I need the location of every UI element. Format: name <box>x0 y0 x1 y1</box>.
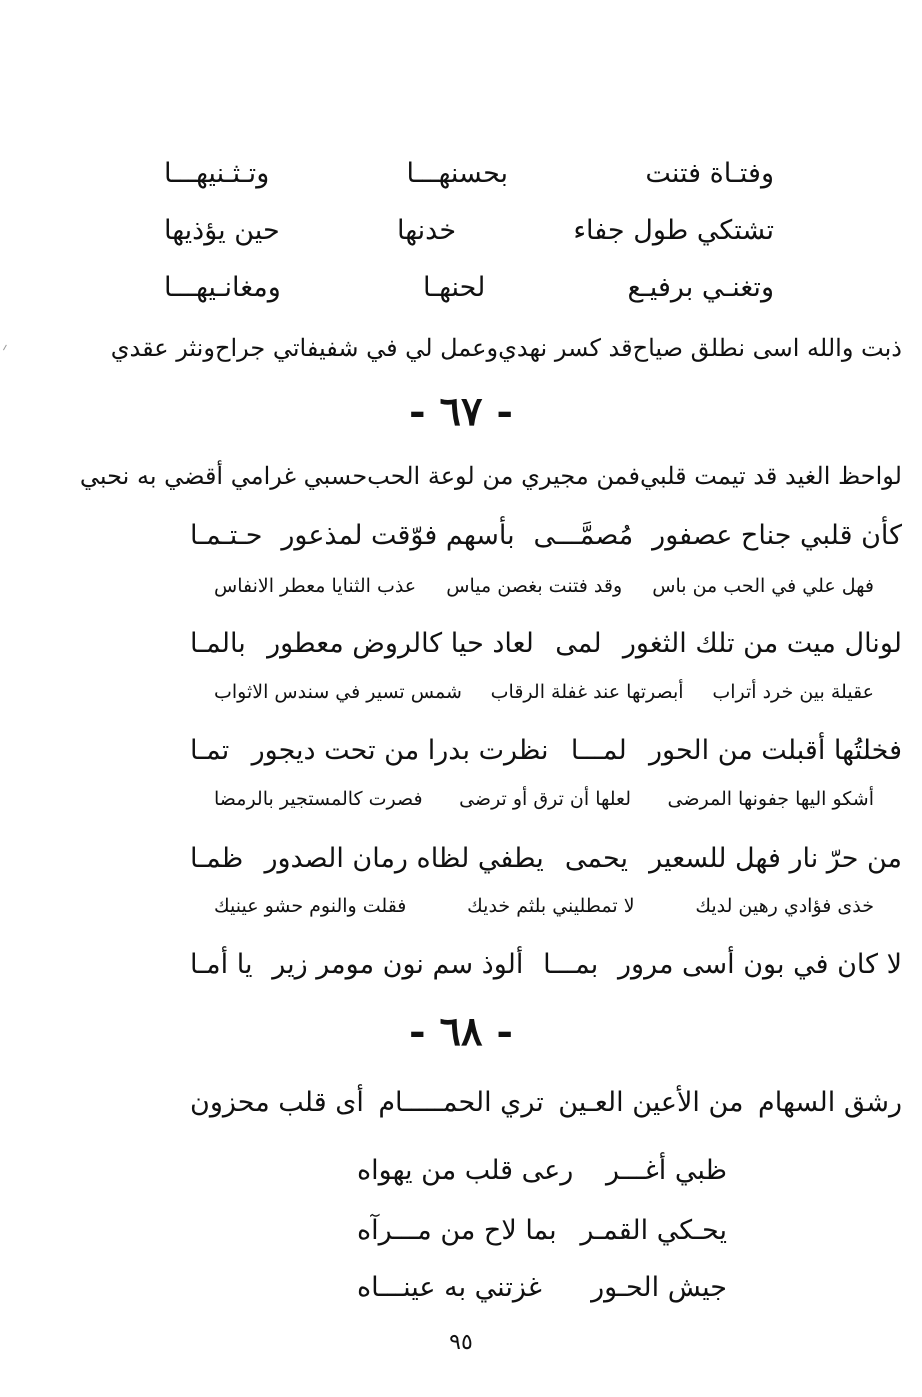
verse-segment: وتـثـنيهـــا <box>164 158 270 189</box>
verse-segment: وقد فتنت بغصن مياس <box>446 575 623 597</box>
margin-mark <box>3 345 12 354</box>
poem-line <box>214 575 874 597</box>
verse-segment: وفتـاة فتنت <box>645 158 774 189</box>
verse-segment: حين يؤذيها <box>164 215 280 246</box>
poem-line <box>214 788 874 810</box>
verse-segment: خدنها <box>396 215 457 246</box>
verse-segment: لعاد حيا كالروض معطور <box>267 628 534 659</box>
poem-line <box>214 895 874 917</box>
verse-segment: وتغنـي برفيـع <box>627 272 774 303</box>
verse-segment: تمـا <box>190 735 230 766</box>
verse-segment: حسبي غرامي أقضي به نحبي <box>79 462 368 490</box>
verse-segment: لونال ميت من تلك الثغور <box>622 628 902 659</box>
poem-line <box>357 1215 727 1246</box>
poem-line <box>190 843 902 874</box>
verse-segment: فصرت كالمستجير بالرمضا <box>214 788 423 810</box>
verse-segment: ظبي أغـــر <box>606 1155 727 1186</box>
verse-segment: لا كان في بون أسى مرور <box>618 949 902 980</box>
poem-closing-line <box>110 334 902 362</box>
verse-segment: لواحظ الغيد قد تيمت قلبي <box>639 462 902 490</box>
verse-segment: عقيلة بين خرد أتراب <box>712 681 874 703</box>
verse-segment: أبصرتها عند غفلة الرقاب <box>490 681 684 703</box>
verse-segment: ظمـا <box>190 843 244 874</box>
verse-segment: غزتني به عينـــاه <box>357 1272 542 1303</box>
verse-segment: بما لاح من مـــرآه <box>357 1215 557 1246</box>
verse-segment: أشكو اليها جفونها المرضى <box>667 788 874 810</box>
verse-segment: خذى فؤادي رهين لديك <box>695 895 874 917</box>
poem-line <box>164 272 774 303</box>
verse-segment: لعلها أن ترق أو ترضى <box>459 788 631 810</box>
poem-line <box>190 628 902 659</box>
verse-segment: شمس تسير في سندس الاثواب <box>214 681 462 703</box>
verse-segment: فهل علي في الحب من باس <box>652 575 874 597</box>
verse-segment: لا تمطليني بلثم خديك <box>467 895 635 917</box>
verse-segment: حـتـمـا <box>190 520 263 551</box>
verse-segment: رشق السهام <box>758 1087 902 1118</box>
verse-segment: نظرت بدرا من تحت ديجور <box>251 735 549 766</box>
verse-segment: كأن قلبي جناح عصفور <box>652 520 902 551</box>
verse-segment: ألوذ سم نون مومر زير <box>272 949 524 980</box>
verse-segment: رعى قلب من يهواه <box>357 1155 574 1186</box>
poem-line <box>79 462 902 490</box>
verse-segment: ذبت والله اسى نطلق صياح <box>632 334 902 362</box>
verse-segment: فخلتُها أقبلت من الحور <box>648 735 902 766</box>
verse-segment: لحنهـا <box>422 272 486 303</box>
verse-segment: فمن مجيري من لوعة الحب <box>367 462 640 490</box>
verse-segment: وعمل لي في شفيفاتي جراح <box>214 334 499 362</box>
poem-line <box>214 681 874 703</box>
verse-segment: يا أمـا <box>190 949 253 980</box>
verse-segment: مُصمَّـــى <box>533 520 634 551</box>
poem-line <box>164 158 774 189</box>
verse-segment: بمـــا <box>543 949 599 980</box>
verse-segment: جيش الحـور <box>591 1272 727 1303</box>
poem-line <box>357 1272 727 1303</box>
verse-segment: لمـــا <box>570 735 627 766</box>
verse-segment: ومغانـيهـــا <box>164 272 281 303</box>
section-number: - ٦٧ - <box>408 388 514 435</box>
verse-segment: بالمـا <box>190 628 246 659</box>
verse-segment: من الأعين العـين <box>558 1087 744 1118</box>
poem-line <box>357 1155 727 1186</box>
verse-segment: لمى <box>555 628 602 659</box>
verse-segment: من حرّ نار فهل للسعير <box>649 843 902 874</box>
verse-segment: تشتكي طول جفاء <box>573 215 774 246</box>
verse-segment: عذب الثنايا معطر الانفاس <box>214 575 417 597</box>
verse-segment: بحسنهـــا <box>406 158 509 189</box>
poem-line <box>164 215 774 246</box>
page-number: ٩٥ <box>449 1330 473 1355</box>
verse-segment: بأسهم فوّقت لمذعور <box>281 520 515 551</box>
verse-segment: يحـكي القمـر <box>580 1215 727 1246</box>
poem-line <box>190 520 902 551</box>
poem-line <box>190 735 902 766</box>
verse-segment: يحمى <box>564 843 628 874</box>
section-number: - ٦٨ - <box>408 1008 514 1055</box>
verse-segment: قد كسر نهدي <box>498 334 633 362</box>
verse-segment: يطفي لظاه رمان الصدور <box>264 843 544 874</box>
poem-opening-line <box>190 1087 902 1118</box>
poem-line <box>190 949 902 980</box>
verse-segment: أى قلب محزون <box>190 1087 364 1118</box>
verse-segment: تري الحمـــــام <box>378 1087 544 1118</box>
verse-segment: فقلت والنوم حشو عينيك <box>214 895 407 917</box>
verse-segment: ونثر عقدي <box>110 334 215 362</box>
